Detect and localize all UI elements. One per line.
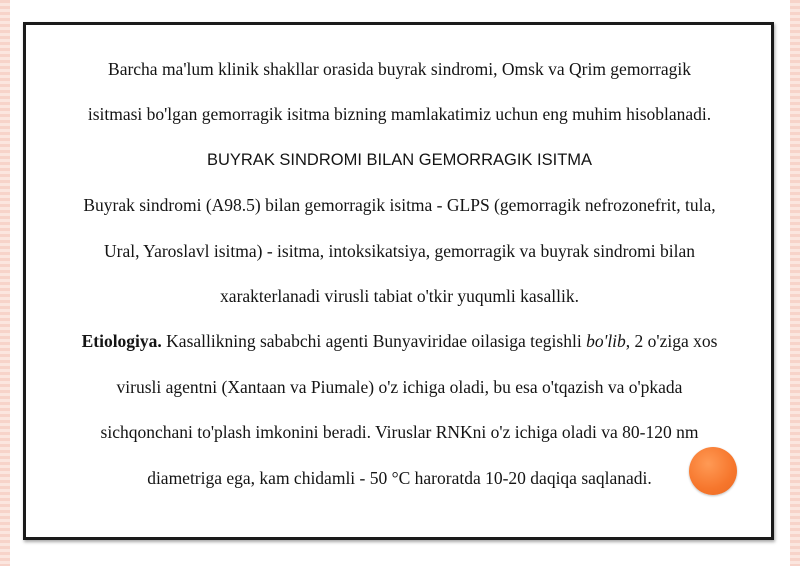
right-decorative-stripe — [790, 0, 800, 566]
etiology-line-1 — [54, 319, 745, 364]
definition-line-1: Buyrak sindromi (A98.5) bilan gemorragik isitma - GLPS (gemorragik nefrozonefrit, tula, — [83, 195, 716, 216]
paragraph-line-2: isitmasi bo'lgan gemorragik isitma bizning mamlakatimiz uchun eng muhim hisoblanadi. — [87, 104, 712, 125]
definition-line-3: xarakterlanadi virusli tabiat o'tkir yuqumli kasallik. — [220, 285, 579, 306]
orange-circle-decoration — [689, 447, 737, 495]
left-decorative-stripe — [0, 0, 10, 566]
etiology-line-3: sichqonchani to'plash imkonini beradi. Viruslar RNKni o'z ichiga oladi va 80-120 nm — [100, 422, 699, 443]
definition-line-2: Ural, Yaroslavl isitma) - isitma, intoksikatsiya, gemorragik va buyrak sindromi bilan — [103, 240, 696, 261]
section-heading: BUYRAK SINDROMI BILAN GEMORRAGIK ISITMA — [206, 150, 593, 169]
etiology-text-a: Kasallikning sababchi agenti Bunyaviridae oilasiga tegishli — [161, 331, 587, 352]
etiology-italic-text: bo'lib — [586, 331, 626, 352]
etiology-text-b: , 2 o'ziga xos — [625, 331, 718, 352]
etiology-line-4: diametriga ega, kam chidamli - 50 °C haroratda 10-20 daqiqa saqlanadi. — [147, 467, 652, 488]
paragraph-line-1: Barcha ma'lum klinik shakllar orasida buyrak sindromi, Omsk va Qrim gemorragik — [108, 59, 691, 79]
slide-frame — [23, 22, 774, 540]
etiology-line-2: virusli agentni (Xantaan va Piumale) o'z ichiga oladi, bu esa o'tqazish va o'pkada — [116, 376, 683, 397]
slide-content — [54, 47, 745, 501]
etiology-label: Etiologiya. — [81, 331, 162, 352]
